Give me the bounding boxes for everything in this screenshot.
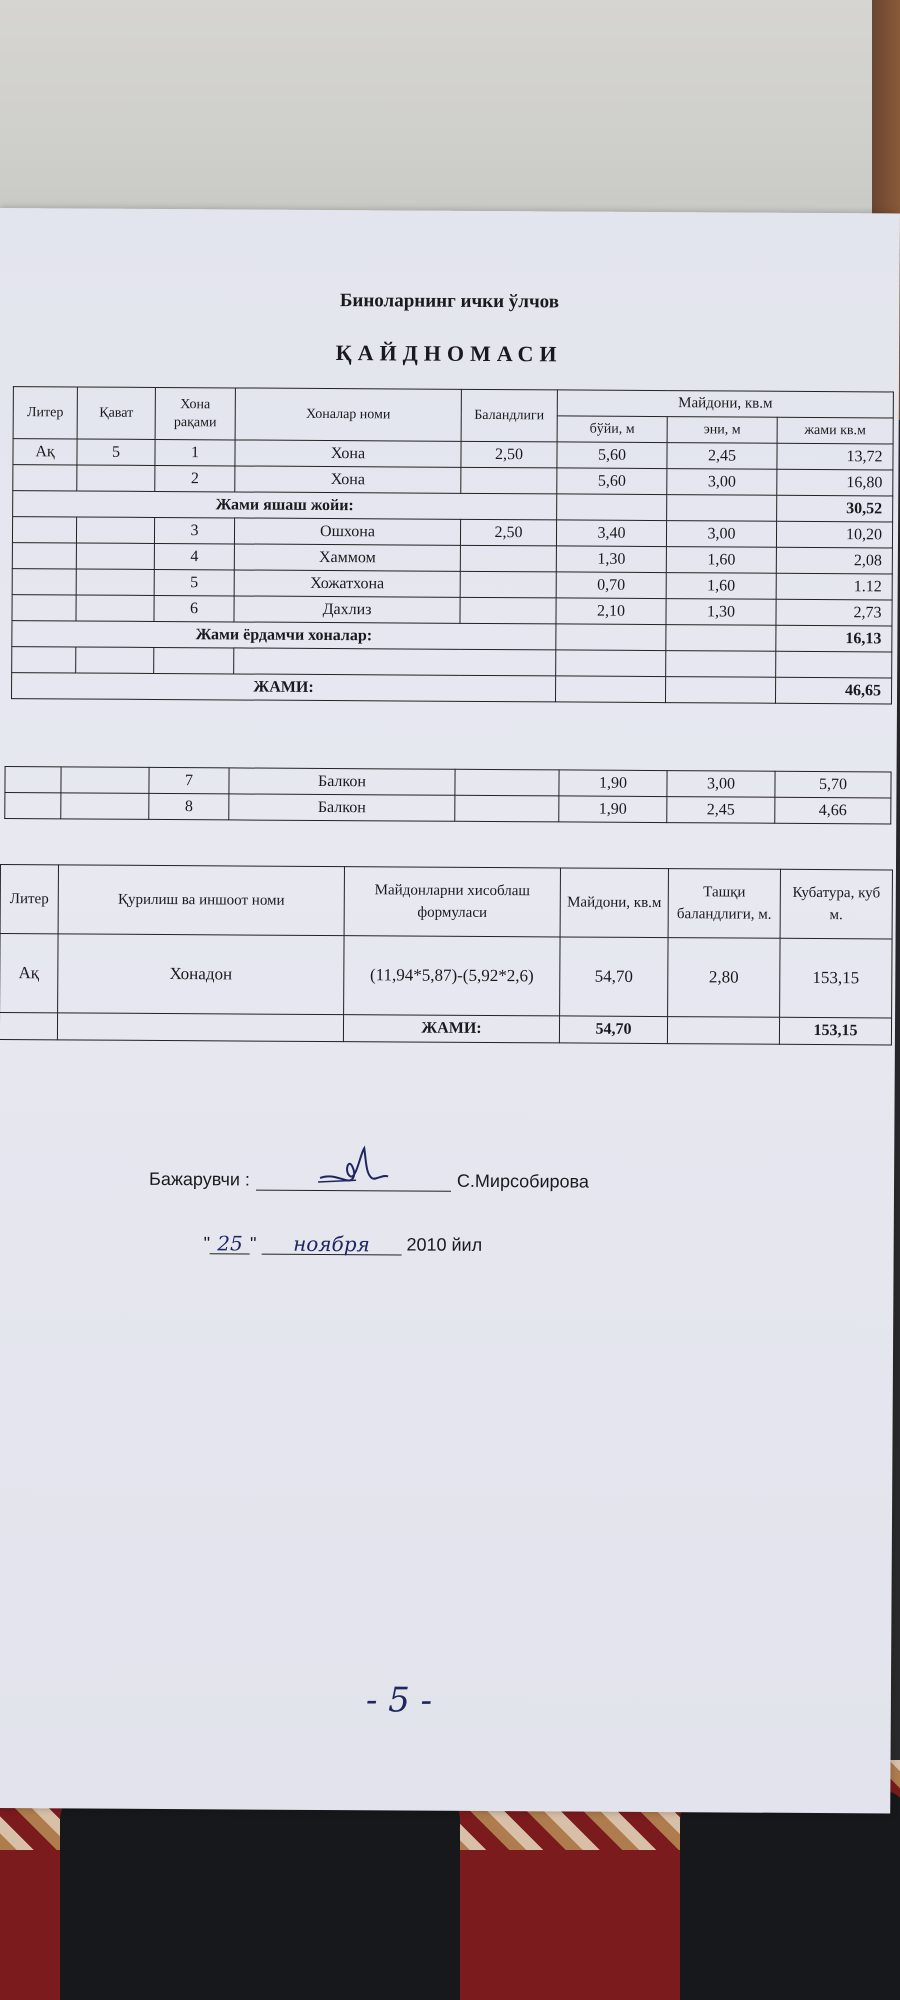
rooms-table	[11, 386, 894, 704]
background-knee-right	[680, 1790, 900, 2000]
page-number: - 5 -	[365, 1680, 433, 1721]
aux-total-value: 16,13	[776, 625, 892, 652]
empty-cell	[12, 647, 76, 673]
cell-formula: (11,94*5,87)-(5,92*2,6)	[344, 936, 560, 1016]
cell-height: 2,50	[461, 441, 557, 468]
empty-cell	[455, 795, 559, 822]
grand-total-value: 46,65	[775, 677, 891, 704]
date-year: 2010 йил	[406, 1234, 483, 1255]
cell-room-name: Хона	[235, 440, 461, 467]
cell-room-no: 5	[154, 569, 234, 595]
empty-cell	[76, 517, 154, 543]
handwritten-signature-icon	[316, 1144, 396, 1188]
cell-room-no: 8	[149, 793, 229, 819]
header-length: бўйи, м	[557, 416, 667, 443]
executor-name: С.Мирсобирова	[456, 1170, 590, 1192]
cell-width: 2,45	[667, 443, 777, 470]
header-width: эни, м	[667, 417, 777, 444]
header-total: жами кв.м	[777, 417, 893, 444]
empty-cell	[12, 569, 76, 595]
background-wall	[0, 0, 900, 230]
document-title-line1: Биноларнинг ички ўлчов	[339, 290, 560, 313]
empty-cell	[776, 651, 892, 678]
cell-building-name: Хонадон	[58, 934, 344, 1015]
cell-room-name: Дахлиз	[234, 596, 460, 623]
cell-total: 2,73	[776, 599, 892, 626]
empty-cell	[76, 647, 154, 673]
cell-total: 5,70	[775, 771, 891, 798]
empty-cell	[154, 647, 234, 673]
cell-total: 13,72	[777, 443, 893, 470]
empty-cell	[76, 569, 154, 595]
cell-room-no: 4	[154, 543, 234, 569]
cell-room-name: Ошхона	[234, 518, 460, 545]
empty-cell	[455, 769, 559, 796]
empty-cell	[667, 1017, 779, 1045]
aux-total-label: Жами ёрдамчи хоналар:	[12, 621, 556, 650]
living-total-label: Жами яшаш жойи:	[13, 491, 557, 520]
date-month: ноября	[261, 1232, 401, 1256]
empty-cell	[234, 648, 556, 676]
cell-width: 1,60	[666, 547, 776, 574]
empty-cell	[76, 595, 154, 621]
grand-total-label: ЖАМИ:	[12, 673, 556, 702]
cell-room-name: Хожатхона	[234, 570, 460, 597]
building-total-area: 54,70	[559, 1016, 667, 1044]
empty-cell	[556, 650, 666, 677]
cell-width: 3,00	[666, 521, 776, 548]
cell-room-no: 3	[154, 517, 234, 543]
cell-length: 1,90	[559, 770, 667, 797]
cell-room-no: 2	[155, 465, 235, 491]
cell-total: 16,80	[777, 469, 893, 496]
cell-room-no: 6	[154, 595, 234, 621]
cell-length: 5,60	[557, 468, 667, 495]
empty-cell	[12, 543, 76, 569]
cell-outer-height: 2,80	[668, 938, 780, 1018]
header-liter: Литер	[0, 865, 58, 934]
empty-cell	[665, 677, 775, 704]
balcony-table	[4, 766, 891, 824]
header-volume: Кубатура, куб м.	[780, 869, 892, 939]
grand-total-row	[12, 673, 892, 704]
cell-room-name: Хона	[235, 466, 461, 493]
cell-area: 54,70	[560, 937, 668, 1017]
cell-width: 3,00	[667, 469, 777, 496]
empty-cell	[61, 793, 149, 820]
cell-room-no: 1	[155, 439, 235, 465]
empty-cell	[556, 624, 666, 651]
cell-room-no: 7	[149, 767, 229, 793]
header-formula: Майдонларни хисоблаш формуласи	[344, 867, 560, 937]
table-row	[0, 934, 892, 1018]
date-quote-close: "	[250, 1233, 257, 1254]
date-quote-open: "	[203, 1233, 211, 1254]
cell-room-name: Хаммом	[234, 544, 460, 571]
cell-total: 2,08	[776, 547, 892, 574]
cell-width: 1,60	[666, 573, 776, 600]
cell-liter	[13, 465, 77, 491]
background-knee-left	[60, 1790, 460, 2000]
header-outer-height: Ташқи баландлиги, м.	[668, 869, 780, 939]
empty-cell	[12, 517, 76, 543]
date-block	[204, 1231, 483, 1256]
cell-liter: Aқ	[13, 439, 77, 465]
cell-room-name: Балкон	[229, 768, 455, 795]
rooms-table-header	[13, 387, 893, 418]
empty-cell	[5, 793, 61, 819]
cell-volume: 153,15	[780, 938, 892, 1018]
cell-floor: 5	[77, 439, 155, 465]
empty-cell	[12, 595, 76, 621]
empty-cell	[666, 625, 776, 652]
empty-cell	[666, 651, 776, 678]
building-table	[0, 864, 893, 1045]
header-building-name: Қурилиш ва иншоот номи	[58, 865, 344, 936]
empty-cell	[76, 543, 154, 569]
empty-cell	[557, 494, 667, 521]
cell-total: 10,20	[776, 521, 892, 548]
date-day: 25	[210, 1231, 250, 1254]
empty-cell	[667, 495, 777, 522]
building-total-row	[0, 1013, 892, 1045]
document-title-line2: ҚАЙДНОМАСИ	[335, 340, 563, 367]
empty-cell	[0, 1013, 58, 1040]
signature-line	[256, 1170, 451, 1192]
cell-height	[460, 545, 556, 572]
header-floor: Қават	[77, 387, 155, 439]
cell-liter: Aқ	[0, 934, 58, 1013]
header-height: Баландлиги	[461, 389, 557, 442]
cell-height	[461, 467, 557, 494]
table-row	[5, 793, 891, 824]
document-sheet	[0, 208, 900, 1813]
header-area: Майдони, кв.м	[560, 868, 668, 938]
header-liter: Литер	[13, 387, 77, 439]
building-total-volume: 153,15	[779, 1017, 891, 1045]
cell-length: 1,30	[556, 546, 666, 573]
building-table-header	[0, 865, 892, 939]
cell-room-name: Балкон	[229, 794, 455, 821]
cell-height	[460, 597, 556, 624]
cell-length: 0,70	[556, 572, 666, 599]
cell-height	[460, 571, 556, 598]
empty-cell	[5, 767, 61, 793]
cell-length: 2,10	[556, 598, 666, 625]
header-area-group: Майдони, кв.м	[557, 390, 893, 418]
cell-height: 2,50	[460, 519, 556, 546]
building-total-label: ЖАМИ:	[343, 1015, 559, 1043]
cell-width: 1,30	[666, 599, 776, 626]
header-room-no: Хона рақами	[155, 387, 235, 439]
cell-length: 5,60	[557, 442, 667, 469]
cell-floor	[77, 465, 155, 491]
signature-block	[149, 1169, 589, 1193]
header-room-name: Хоналар номи	[235, 388, 461, 441]
empty-cell	[555, 676, 665, 703]
living-total-value: 30,52	[777, 495, 893, 522]
empty-cell	[61, 767, 149, 794]
cell-length: 1,90	[559, 796, 667, 823]
cell-total: 4,66	[775, 797, 891, 824]
cell-width: 2,45	[667, 797, 775, 824]
cell-total: 1.12	[776, 573, 892, 600]
cell-width: 3,00	[667, 771, 775, 798]
signature-label: Бажарувчи :	[149, 1168, 251, 1190]
cell-length: 3,40	[556, 520, 666, 547]
empty-cell	[57, 1013, 343, 1042]
